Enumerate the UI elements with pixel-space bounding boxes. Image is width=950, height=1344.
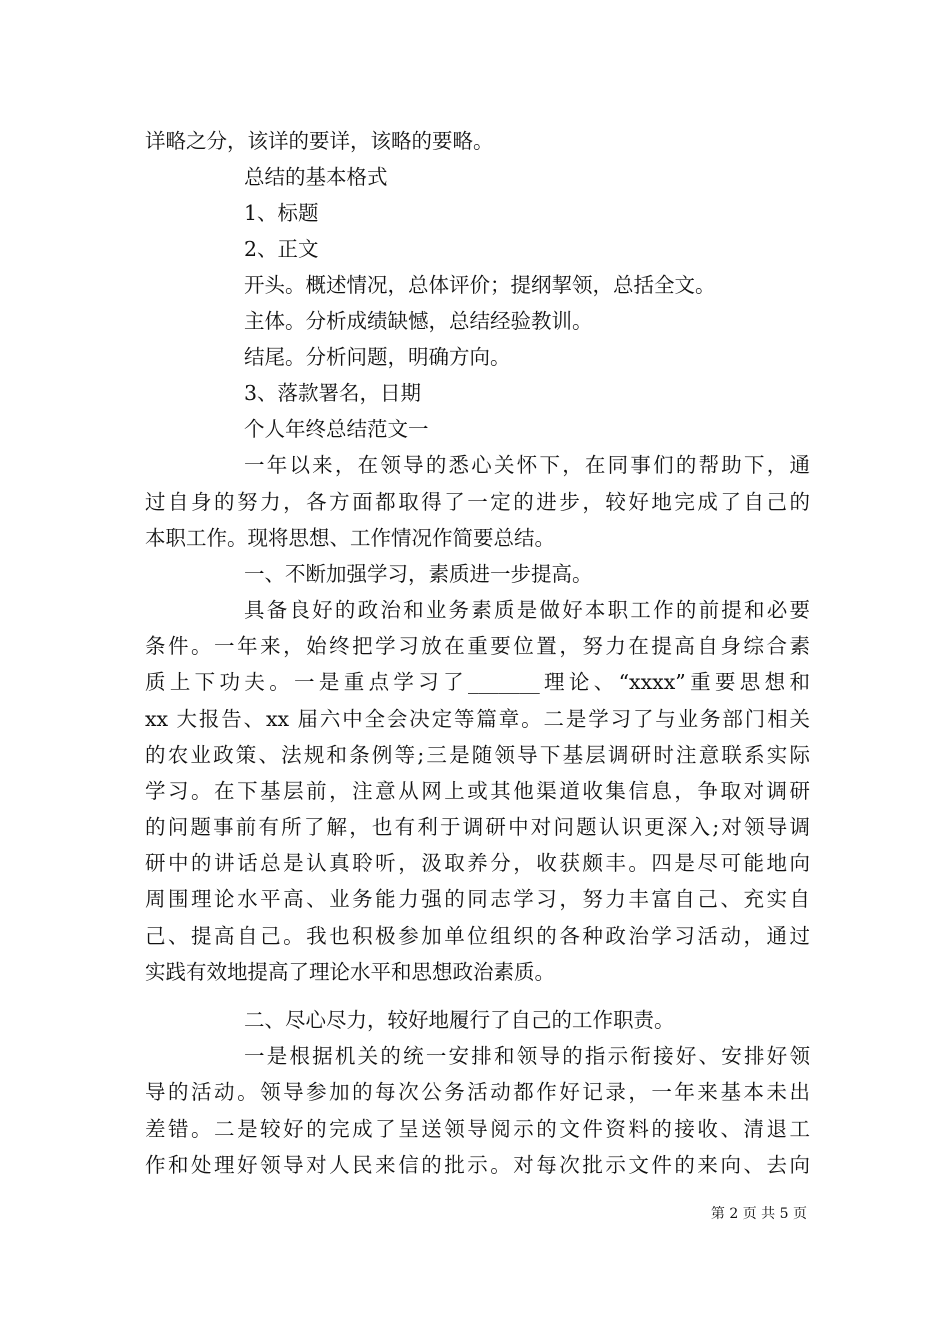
text-line: 主体。分析成绩缺憾，总结经验教训。 (244, 309, 593, 333)
text-line: 作和处理好领导对人民来信的批示。对每次批示文件的来向、去向 (145, 1153, 810, 1177)
section-heading: 一、不断加强学习，素质进一步提高。 (244, 562, 593, 586)
text-line: 差错。二是较好的完成了呈送领导阅示的文件资料的接收、清退工 (145, 1117, 810, 1141)
text-line: 导的活动。领导参加的每次公务活动都作好记录，一年来基本未出 (145, 1080, 810, 1104)
text-line: 研中的讲话总是认真聆听，汲取养分，收获颇丰。四是尽可能地向 (145, 851, 810, 875)
text-line: 本职工作。现将思想、工作情况作简要总结。 (145, 526, 555, 550)
section-heading: 二、尽心尽力，较好地履行了自己的工作职责。 (244, 1008, 675, 1032)
text-line: 详略之分，该详的要详，该略的要略。 (145, 129, 494, 153)
text-line: 一年以来，在领导的悉心关怀下，在同事们的帮助下，通 (244, 453, 810, 477)
text-line: 条件。一年来，始终把学习放在重要位置，努力在提高自身综合素 (145, 634, 810, 658)
text-line: 结尾。分析问题，明确方向。 (244, 345, 511, 369)
text-line: xx 大报告、xx 届六中全会决定等篇章。二是学习了与业务部门相关 (145, 707, 810, 731)
text-line: 学习。在下基层前，注意从网上或其他渠道收集信息，争取对调研 (145, 779, 810, 803)
section-heading: 总结的基本格式 (244, 165, 388, 189)
text-line: 过自身的努力，各方面都取得了一定的进步，较好地完成了自己的 (145, 490, 810, 514)
text-line: 2、正文 (244, 237, 319, 261)
page-number-footer: 第 2 页 共 5 页 (710, 1206, 807, 1222)
text-line: 的农业政策、法规和条例等;三是随领导下基层调研时注意联系实际 (145, 743, 810, 767)
text-line: 3、落款署名，日期 (244, 381, 422, 405)
text-line: 一是根据机关的统一安排和领导的指示衔接好、安排好领 (244, 1044, 810, 1068)
text-line: 具备良好的政治和业务素质是做好本职工作的前提和必要 (244, 598, 810, 622)
text-line: 开头。概述情况，总体评价；提纲挈领，总括全文。 (244, 273, 716, 297)
text-line: 质上下功夫。一是重点学习了_______理论、“xxxx”重要思想和 (145, 670, 810, 694)
text-line: 周围理论水平高、业务能力强的同志学习，努力丰富自己、充实自 (145, 887, 810, 911)
text-line: 的问题事前有所了解，也有利于调研中对问题认识更深入;对领导调 (145, 815, 810, 839)
section-heading: 个人年终总结范文一 (244, 417, 429, 441)
text-line: 己、提高自己。我也积极参加单位组织的各种政治学习活动，通过 (145, 924, 810, 948)
text-line: 实践有效地提高了理论水平和思想政治素质。 (145, 960, 555, 984)
text-line: 1、标题 (244, 201, 319, 225)
